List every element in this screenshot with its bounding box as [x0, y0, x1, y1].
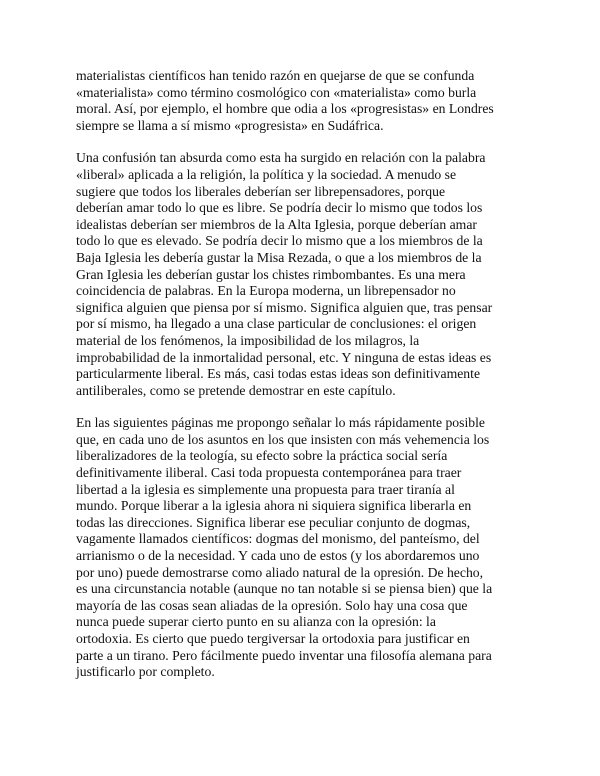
paragraph: En las siguientes páginas me propongo señalar lo más rápidamente posible que, en cada uno de los asuntos en los que insisten con más vehemencia los liberalizadores de la teología, su efecto sobre la práctica social sería definitivamente iliberal. Casi toda propuesta contemporánea para traer libertad a la iglesia es simplemente una propuesta para traer tiranía al mundo. Porque liberar a la iglesia ahora ni siquiera significa liberarla en todas las direcciones. Significa liberar ese peculiar conjunto de dogmas, vagamente llamados científicos: dogmas del monismo, del panteísmo, del arrianismo o de la necesidad. Y cada uno de estos (y los abordaremos uno por uno) puede demostrarse como aliado natural de la opresión. De hecho, es una circunstancia notable (aunque no tan notable si se piensa bien) que la mayoría de las cosas sean aliadas de la opresión. Solo hay una cosa que nunca puede superar cierto punto en su alianza con la opresión: la ortodoxia. Es cierto que puedo tergiversar la ortodoxia para justificar en parte a un tirano. Pero fácilmente puedo inventar una filosofía alemana para justificarlo por completo.: [76, 415, 493, 680]
paragraph: materialistas científicos han tenido razón en quejarse de que se confunda «materialista» como término cosmológico con «materialista» como burla moral. Así, por ejemplo, el hombre que odia a los «progresistas» en Londres siempre se llama a sí mismo «progresista» en Sudáfrica.: [76, 68, 494, 133]
document-page: [76, 68, 536, 697]
paragraph: Una confusión tan absurda como esta ha surgido en relación con la palabra «liberal» aplicada a la religión, la política y la sociedad. A menudo se sugiere que todos los liberales deberían ser librepensadores, porque deberían amar todo lo que es libre. Se podría decir lo mismo que todos los idealistas deberían ser miembros de la Alta Iglesia, porque deberían amar todo lo que es elevado. Se podría decir lo mismo que a los miembros de la Baja Iglesia les debería gustar la Misa Rezada, o que a los miembros de la Gran Iglesia les deberían gustar los chistes rimbombantes. Es una mera coincidencia de palabras. En la Europa moderna, un librepensador no significa alguien que piensa por sí mismo. Significa alguien que, tras pensar por sí mismo, ha llegado a una clase particular de conclusiones: el origen material de los fenómenos, la imposibilidad de los milagros, la improbabilidad de la inmortalidad personal, etc. Y ninguna de estas ideas es particularmente liberal. Es más, casi todas estas ideas son definitivamente antiliberales, como se pretende demostrar en este capítulo.: [76, 150, 493, 398]
